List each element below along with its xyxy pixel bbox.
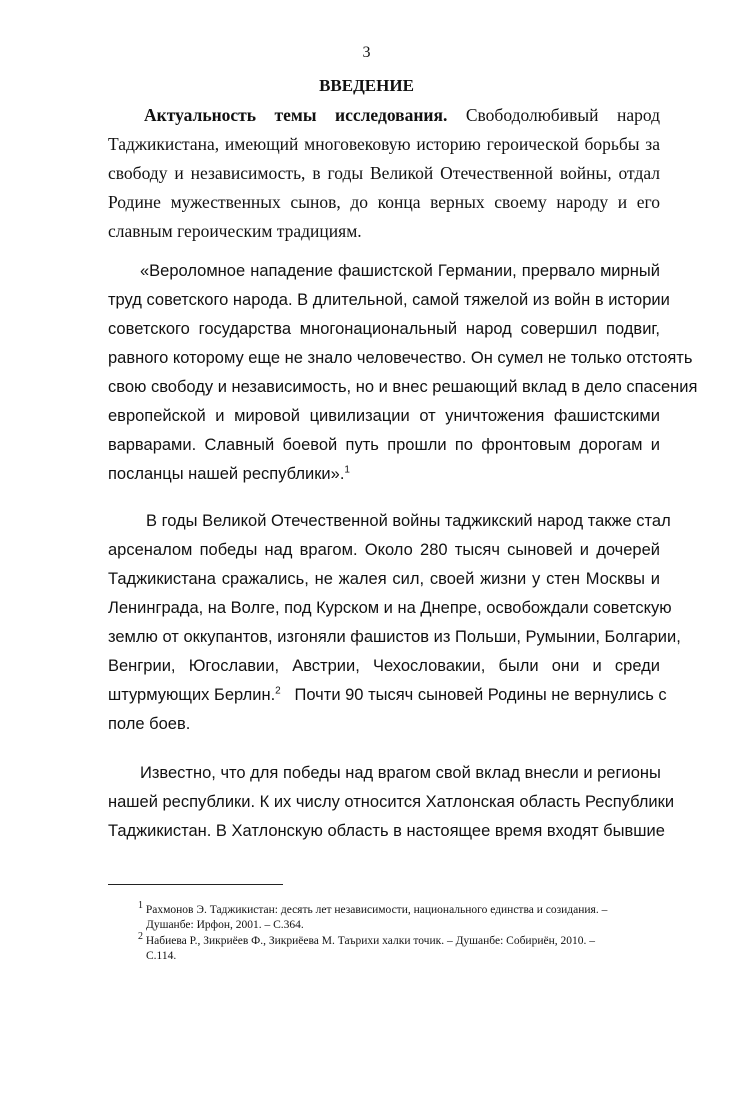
text-line: свободу и независимость, в годы Великой Отечественной войны, отдал bbox=[108, 163, 660, 183]
text-line: землю от оккупантов, изгоняли фашистов из Польши, Румынии, Болгарии, bbox=[108, 628, 681, 646]
footnote-1 bbox=[138, 900, 658, 933]
text-line: поле боев. bbox=[108, 715, 191, 733]
text-line: нашей республики. К их числу относится Хатлонская область Республики bbox=[108, 793, 675, 811]
footnote-line: $^2$ Набиева Р., Зикриёев Ф., Зикриёева М. Таърихи халки точик. – Душанбе: Собириён, 2010. – bbox=[138, 931, 595, 947]
text-line: равного которому еще не знало человечество. Он сумел не только отстоять bbox=[108, 349, 693, 367]
footnote-line: С.114. bbox=[146, 950, 177, 962]
paragraph-war-years bbox=[108, 507, 681, 739]
footnote-line: $^1$ Рахмонов Э. Таджикистан: десять лет независимости, национального единства и созидания. – bbox=[138, 900, 608, 916]
text-line: Таджикистана сражались, не жалея сил, своей жизни у стен Москвы и bbox=[108, 570, 660, 588]
text-line: труд советского народа. В длительной, самой тяжелой из войн в истории bbox=[108, 291, 670, 309]
text-line: арсеналом победы над врагом. Около 280 тысяч сыновей и дочерей bbox=[108, 541, 660, 559]
text-line: свою свободу и независимость, но и внес решающий вклад в дело спасения bbox=[108, 378, 698, 396]
text-line: Венгрии, Югославии, Австрии, Чехословакии, были они и среди bbox=[108, 657, 660, 675]
text-line: европейской и мировой цивилизации от уничтожения фашистскими bbox=[108, 407, 660, 425]
footnote-ref-1: 1 bbox=[344, 464, 350, 476]
text-line: посланцы нашей республики».$^1$ bbox=[108, 464, 350, 483]
text-line: «Вероломное нападение фашистской Германии, прервало мирный bbox=[140, 262, 660, 280]
text-line: Ленинграда, на Волге, под Курском и на Днепре, освобождали советскую bbox=[108, 599, 672, 617]
page-number: 3 bbox=[362, 44, 371, 61]
text-line: В годы Великой Отечественной войны таджикский народ также стал bbox=[146, 512, 671, 530]
footnote-mark: 1 bbox=[138, 900, 143, 912]
footnote-ref-2: 2 bbox=[275, 685, 281, 697]
footnote-separator bbox=[108, 884, 283, 885]
text-line: Таджикистана, имеющий многовековую историю героической борьбы за bbox=[108, 134, 660, 154]
text-line: Актуальность темы исследования. Свободолюбивый народ bbox=[144, 105, 660, 125]
text-line: советского государства многонациональный народ совершил подвиг, bbox=[108, 320, 660, 338]
text-line: варварами. Славный боевой путь прошли по фронтовым дорогам и bbox=[108, 436, 660, 454]
paragraph-quote bbox=[108, 257, 698, 489]
text-line: славным героическим традициям. bbox=[108, 221, 362, 241]
footnote-2 bbox=[138, 931, 658, 964]
paragraph-relevance bbox=[108, 101, 660, 246]
footnote-line: Душанбе: Ирфон, 2001. – С.364. bbox=[146, 919, 304, 931]
text-line: штурмующих Берлин.$^2$ Почти 90 тысяч сыновей Родины не вернулись с bbox=[108, 685, 667, 704]
text-line: Известно, что для победы над врагом свой вклад внесли и регионы bbox=[140, 764, 661, 782]
paragraph-khatlon bbox=[108, 759, 675, 846]
text-line: Родине мужественных сынов, до конца верных своему народу и его bbox=[108, 192, 660, 212]
relevance-lead: Актуальность темы исследования. bbox=[144, 105, 448, 125]
footnote-mark: 2 bbox=[138, 931, 143, 943]
text-line: Таджикистан. В Хатлонскую область в настоящее время входят бывшие bbox=[108, 822, 665, 840]
section-heading: ВВЕДЕНИЕ bbox=[319, 76, 414, 95]
